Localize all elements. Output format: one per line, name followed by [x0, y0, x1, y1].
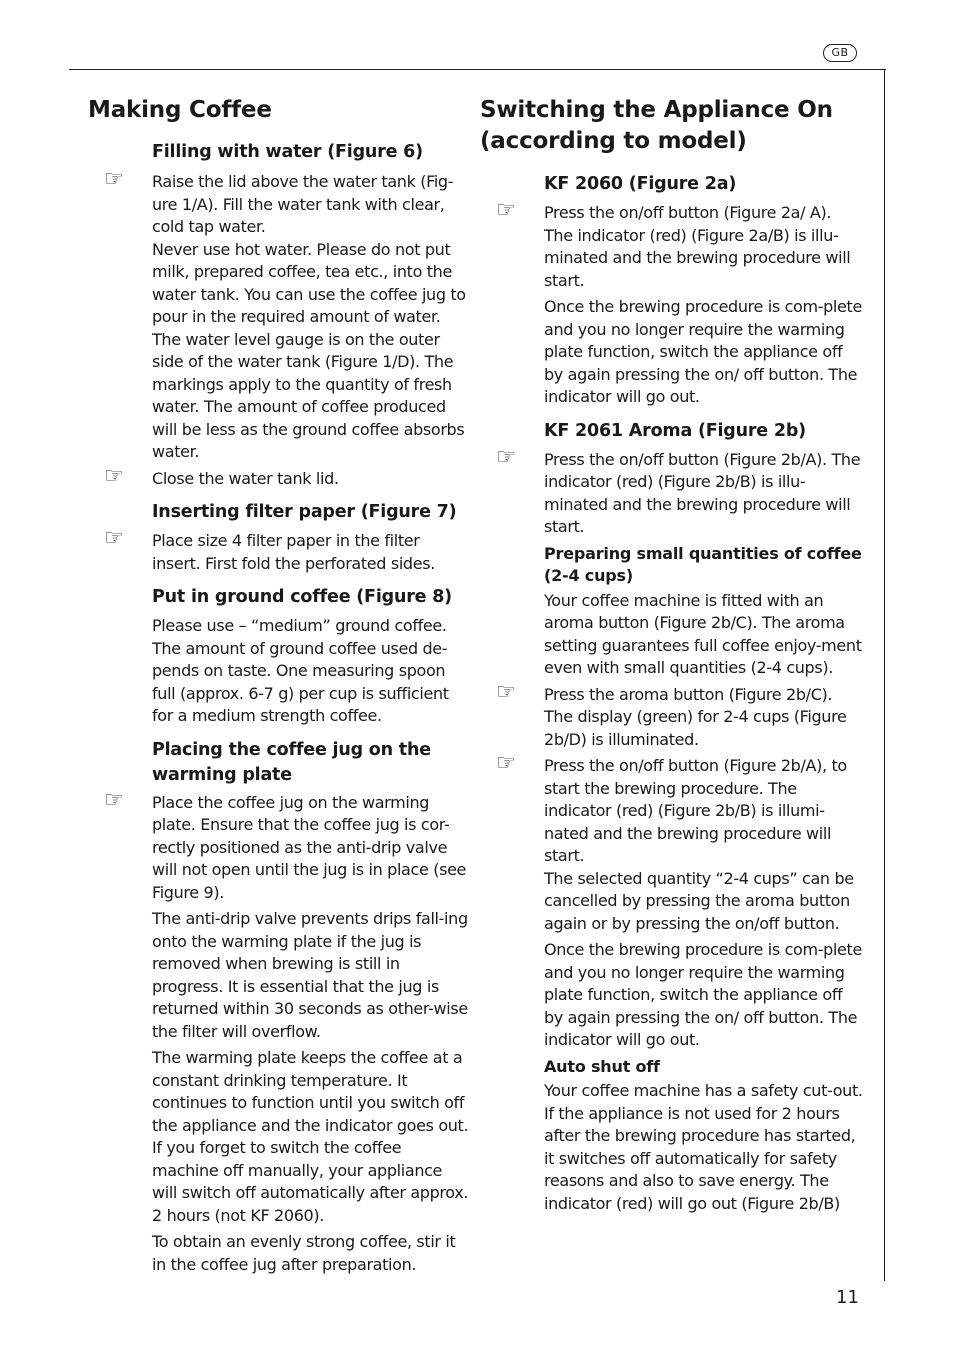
- section-title-making-coffee: Making Coffee: [88, 97, 272, 123]
- paragraph: Once the brewing procedure is com-plete and you no longer require the warming plate function, switch the appliance off by again pressing the on/ off button. The indicator will go out.: [544, 940, 862, 1049]
- heading-ground-coffee: Put in ground coffee (Figure 8): [152, 587, 452, 607]
- paragraph: Your coffee machine has a safety cut-out. If the appliance is not used for 2 hours after the brewing procedure has started, it switches off automatically for safety reasons and also to save energy. The indicator (red) will go out (Figure 2b/B): [544, 1081, 863, 1213]
- heading-kf2061: KF 2061 Aroma (Figure 2b): [544, 420, 806, 441]
- paragraph: Your coffee machine is fitted with an aroma button (Figure 2b/C). The aroma setting guarantees full coffee enjoy-ment even with small quantities (2-4 cups).: [544, 590, 862, 677]
- instruction-text: Press the aroma button (Figure 2b/C). The display (green) for 2-4 cups (Figure 2b/D) is illuminated.: [544, 684, 847, 749]
- instruction-item: [496, 444, 864, 539]
- instruction-item: [496, 679, 864, 752]
- pointing-hand-icon: ☞: [104, 167, 124, 192]
- paragraph: Please use – “medium” ground coffee. The amount of ground coffee used de-pends on taste. One measuring spoon full (approx. 6-7 g) per cup is sufficient for a medium strength coffee.: [152, 616, 449, 725]
- left-body: [104, 140, 470, 1276]
- top-rule: [69, 69, 886, 70]
- instruction-text: Place the coffee jug on the warming plate. Ensure that the coffee jug is cor-rectly positioned as the anti-drip valve will not open until the jug is in place (see Figure 9).: [152, 792, 467, 902]
- instruction-item: [104, 526, 470, 575]
- heading-kf2060: KF 2060 (Figure 2a): [544, 174, 737, 194]
- instruction-item: [104, 167, 470, 239]
- paragraph: The anti-drip valve prevents drips fall-ing onto the warming plate if the jug is removed when brewing is still in progress. It is essential that the jug is returned within 30 seconds as other-wise the filter will overflow.: [152, 909, 468, 1041]
- pointing-hand-icon: ☞: [496, 751, 516, 776]
- page-number: 11: [836, 1287, 859, 1308]
- instruction-text: Close the water tank lid.: [152, 468, 339, 488]
- paragraph: To obtain an evenly strong coffee, stir it in the coffee jug after preparation.: [152, 1232, 456, 1274]
- instruction-text: Press the on/off button (Figure 2a/ A). The indicator (red) (Figure 2a/B) is illu-minated and the brewing procedure will start.: [544, 203, 851, 290]
- subheading-small-quantities: Preparing small quantities of coffee (2-4 cups): [544, 543, 862, 585]
- heading-coffee-jug: Placing the coffee jug on the warming plate: [152, 739, 431, 785]
- subheading-auto-shut-off: Auto shut off: [544, 1056, 660, 1076]
- pointing-hand-icon: ☞: [104, 526, 124, 551]
- left-column: [88, 95, 470, 1276]
- pointing-hand-icon: ☞: [104, 463, 124, 489]
- pointing-hand-icon: ☞: [496, 679, 516, 705]
- pointing-hand-icon: ☞: [496, 198, 516, 223]
- paragraph: Once the brewing procedure is com-plete and you no longer require the warming plate function, switch the appliance off by again pressing the on/ off button. The indicator will go out.: [544, 297, 862, 406]
- pointing-hand-icon: ☞: [496, 444, 516, 470]
- right-rule: [884, 69, 885, 1281]
- language-badge: GB: [823, 44, 857, 62]
- paragraph: The selected quantity “2-4 cups” can be cancelled by pressing the aroma button again or by pressing the on/off button.: [544, 868, 854, 933]
- pointing-hand-icon: ☞: [104, 787, 124, 813]
- instruction-text: Press the on/off button (Figure 2b/A). The indicator (red) (Figure 2b/B) is illu-minated and the brewing procedure will start.: [544, 449, 861, 536]
- instruction-text: Raise the lid above the water tank (Fig-ure 1/A). Fill the water tank with clear, cold tap water.: [152, 172, 454, 236]
- section-title-switching-on: Switching the Appliance On (according to model): [480, 97, 833, 154]
- paragraph: Never use hot water. Please do not put milk, prepared coffee, tea etc., into the water tank. You can use the coffee jug to pour in the required amount of water. The water level gauge is on the outer side of the water tank (Figure 1/D). The markings apply to the quantity of fresh water. The amount of coffee produced will be less as the ground coffee absorbs water.: [152, 239, 466, 461]
- heading-filling-water: Filling with water (Figure 6): [152, 142, 423, 162]
- paragraph: The warming plate keeps the coffee at a constant drinking temperature. It continues to function until you switch off the appliance and the indicator goes out. If you forget to switch the coffee machine off manually, your appliance will switch off automatically after approx. 2 hours (not KF 2060).: [152, 1048, 469, 1225]
- instruction-item: [104, 787, 470, 905]
- heading-filter-paper: Inserting filter paper (Figure 7): [152, 502, 457, 522]
- right-body: [496, 172, 864, 1215]
- right-column: [480, 95, 864, 1215]
- instruction-text: Press the on/off button (Figure 2b/A), to start the brewing procedure. The indicator (red) (Figure 2b/B) is illumi-nated and the brewing procedure will start.: [544, 756, 847, 865]
- instruction-text: Place size 4 filter paper in the filter insert. First fold the perforated sides.: [152, 531, 435, 573]
- instruction-item: [496, 198, 864, 292]
- instruction-item: [104, 463, 470, 491]
- instruction-item: [496, 751, 864, 868]
